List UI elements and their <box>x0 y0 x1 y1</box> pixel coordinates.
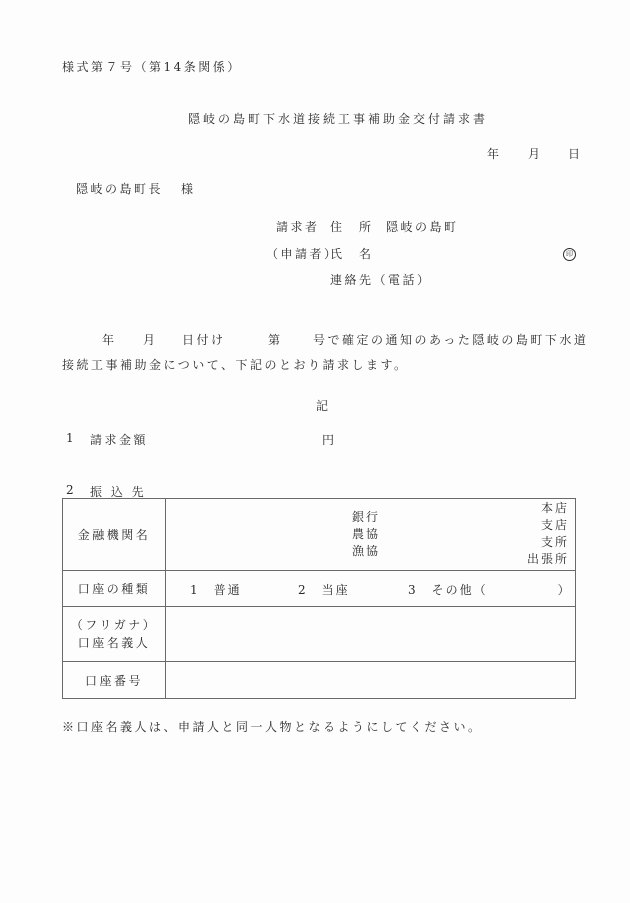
branch-type-head-office: 本店 <box>540 501 569 515</box>
account-holder-name-label: 口座名義人 <box>77 636 151 650</box>
addressee-name: 隠岐の島町長 <box>76 182 164 196</box>
institution-type-list <box>352 509 380 560</box>
section2-number: 2 <box>66 483 74 497</box>
branch-type-sub-branch: 支所 <box>540 535 569 549</box>
section1-label: 請求金額 <box>90 433 149 447</box>
addressee <box>76 180 196 197</box>
note-heading: 記 <box>316 399 329 413</box>
table-row-account-type <box>63 571 576 607</box>
claimant-name-label: 氏 名 <box>330 247 374 261</box>
body-number-prefix: 第 <box>268 333 281 347</box>
institution-label: 金融機関名 <box>63 499 166 571</box>
account-holder-label <box>63 607 166 662</box>
form-number: 様式第７号（第14条関係） <box>62 60 242 74</box>
footnote: ※口座名義人は、申請人と同一人物となるようにしてください。 <box>62 720 483 734</box>
claimant-contact-label: 連絡先（電話） <box>330 273 432 287</box>
institution-type-agri-coop: 農協 <box>352 527 381 541</box>
table-row-account-holder <box>63 607 576 662</box>
section1-unit: 円 <box>322 433 335 447</box>
account-number-field[interactable] <box>166 662 576 699</box>
body-month-label: 月 <box>143 333 156 347</box>
date-month-label: 月 <box>528 147 541 161</box>
document-title: 隠岐の島町下水道接続工事補助金交付請求書 <box>188 112 489 126</box>
table-row-institution <box>63 499 576 571</box>
date-day-label: 日 <box>568 147 581 161</box>
claimant-address-label: 住 所 <box>330 220 374 234</box>
account-type-label: 口座の種類 <box>63 571 166 607</box>
seal-icon: 印 <box>563 245 576 261</box>
body-line2: 接続工事補助金について、下記のとおり請求します。 <box>62 358 409 372</box>
claimant-address-value: 隠岐の島町 <box>386 220 459 234</box>
account-type-option-ordinary[interactable]: 1 普通 <box>190 583 242 597</box>
addressee-honorific: 様 <box>181 182 196 196</box>
institution-type-bank: 銀行 <box>352 510 381 524</box>
claimant-role-label: 請求者 <box>276 220 320 234</box>
account-type-field[interactable] <box>166 571 576 607</box>
branch-type-list <box>527 500 569 568</box>
body-line1-rest: 号で確定の通知のあった隠岐の島町下水道 <box>313 333 589 347</box>
claimant-role-sub-label: （申請者） <box>266 247 339 261</box>
section1-number: 1 <box>66 431 74 445</box>
body-day-suffix: 日付け <box>182 333 226 347</box>
account-holder-furigana-label: （フリガナ） <box>70 618 158 632</box>
institution-type-fishery-coop: 漁協 <box>352 544 381 558</box>
branch-type-branch: 支店 <box>540 518 569 532</box>
institution-field[interactable] <box>166 499 576 571</box>
date-year-label: 年 <box>487 147 500 161</box>
bank-account-table <box>62 498 576 699</box>
account-number-label: 口座番号 <box>63 662 166 699</box>
account-type-option-other[interactable]: 3 その他（ ） <box>408 583 572 597</box>
account-holder-field[interactable] <box>166 607 576 662</box>
body-year-label: 年 <box>102 333 115 347</box>
branch-type-agency: 出張所 <box>526 552 569 566</box>
account-type-option-current[interactable]: 2 当座 <box>298 583 350 597</box>
table-row-account-number <box>63 662 576 699</box>
section2-label: 振 込 先 <box>90 485 147 499</box>
